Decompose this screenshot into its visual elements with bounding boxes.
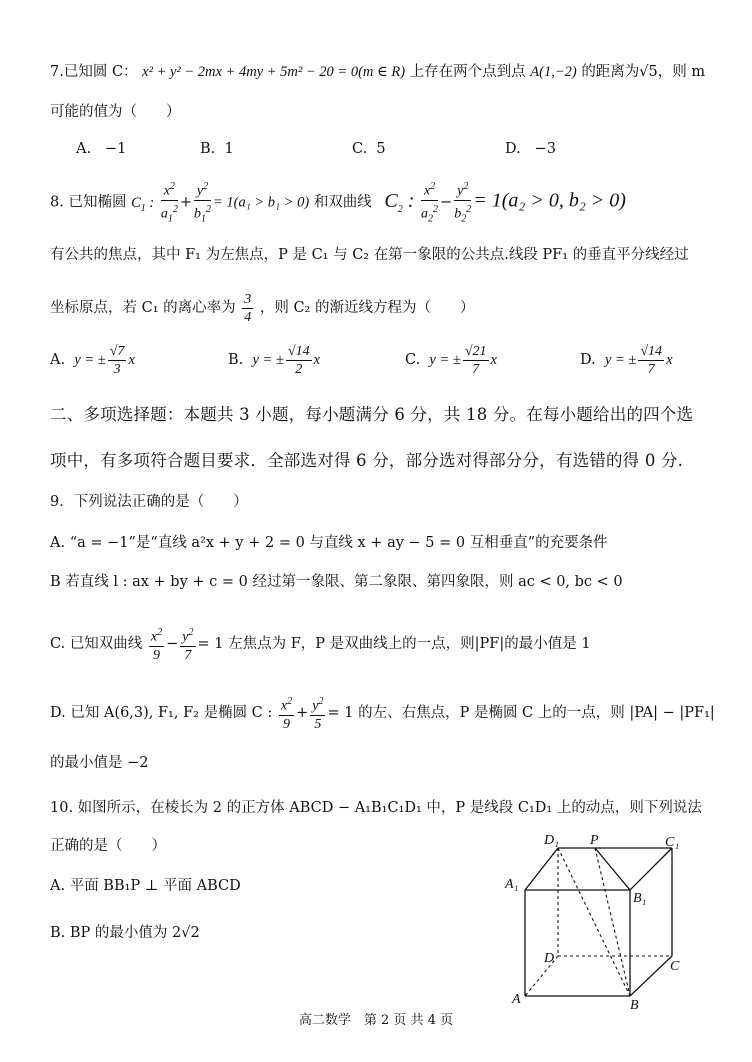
q8-line2: 有公共的焦点，其中 F₁ 为左焦点，P 是 C₁ 与 C₂ 在第一象限的公共点.线段 PF₁ 的垂直平分线经过 [50, 247, 689, 263]
q8-option-d-num: √14 [640, 343, 663, 359]
q8-option-b-den: 2 [295, 361, 303, 377]
q9-option-d-suffix: = 1 的左、右焦点，P 是椭圆 C 上的一点，则 |PA| − |PF₁| [327, 705, 715, 721]
q7-option-a-key: A. [76, 141, 92, 157]
q8-option-a-frac [108, 343, 127, 378]
q8-option-c-den: 7 [472, 361, 480, 377]
q8-ellipse-x-frac: $\frac{x^2}{a_1^2}$ [161, 178, 178, 227]
q7-option-d [505, 139, 556, 159]
q8-line3-suffix: ，则 C₂ 的渐近线方程为（ ） [259, 300, 475, 316]
q9-option-b: B 若直线 l : ax + by + c = 0 经过第一象限、第二象限、第四象限，则 ac < 0, bc < 0 [50, 574, 623, 590]
q9-option-c-prefix: C. 已知双曲线 [50, 636, 143, 652]
q7-option-b-value: 1 [224, 141, 234, 157]
q7-prefix: 7.已知圆 C： [50, 64, 138, 80]
q8-option-b-frac [286, 343, 312, 378]
q8-hyperbola-label: $C_2$ : [384, 189, 415, 215]
q7-option-c [352, 139, 386, 159]
q9-option-d-line2: 的最小值是 −2 [50, 755, 149, 771]
q10-line2: 正确的是（ ） [50, 838, 166, 854]
q8-option-d: D. y = ± $\frac{√14}{7}$ x [580, 343, 673, 377]
q9-hyperbola-x-frac: $\frac{x^2}{9}$ [149, 624, 164, 664]
segment-p-b1 [595, 848, 630, 890]
q8-option-b-key: B. [228, 352, 244, 368]
label-d: D [544, 951, 555, 966]
q7-line2: 可能的值为（ ） [50, 104, 181, 120]
q8-option-a-num: √7 [109, 343, 125, 359]
label-a1: A₁ [505, 877, 519, 892]
q7-option-d-key: D. [505, 141, 521, 157]
q7-option-d-value: −3 [534, 141, 556, 157]
q7-tail-text: 的距离为√5，则 m [581, 64, 706, 80]
q8-option-c-key: C. [405, 352, 421, 368]
q8-option-c-frac [463, 343, 489, 378]
q8-hyperbola-condition: (a₂ > 0, b₂ > 0) [501, 189, 626, 212]
q7-option-b-key: B. [200, 141, 216, 157]
label-b1: B₁ [633, 891, 647, 906]
q8-line3 [50, 288, 474, 328]
q8-and-hyperbola: 和双曲线 [313, 194, 372, 211]
q8-option-d-den: 7 [647, 361, 655, 377]
q8-option-c-num: √21 [464, 343, 487, 359]
q8-option-d-key: D. [580, 352, 596, 368]
q8-option-d-frac [638, 343, 664, 378]
label-c: C [670, 959, 680, 974]
label-p: P [590, 833, 599, 848]
q7-option-b [200, 139, 234, 159]
q9-ellipse-y-frac: $\frac{y^2}{5}$ [310, 693, 325, 733]
edge-d1-a1 [525, 848, 558, 890]
segment-d1-b [558, 848, 630, 996]
q10-line1: 10. 如图所示，在棱长为 2 的正方体 ABCD − A₁B₁C₁D₁ 中，P 是线段 C₁D₁ 上的动点，则下列说法 [50, 800, 702, 816]
q7-option-c-key: C. [352, 141, 368, 157]
q10-option-a: A. 平面 BB₁P ⊥ 平面 ABCD [50, 878, 241, 894]
q9-option-d-prefix: D. 已知 A(6,3), F₁, F₂ 是椭圆 C : [50, 705, 273, 721]
q8-lead: 8. 已知椭圆 [50, 194, 127, 211]
q8-line3-prefix: 坐标原点，若 C₁ 的离心率为 [50, 300, 236, 316]
q8-option-a: A. y = ± $\frac{√7}{3}$ x [50, 343, 135, 377]
q8-option-b-num: √14 [287, 343, 310, 359]
q10-option-b: B. BP 的最小值为 2√2 [50, 925, 200, 941]
q8-option-b: B. y = ± $\frac{√14}{2}$ x [228, 343, 321, 377]
label-c1: C₁ [665, 835, 680, 850]
q8-option-c: C. y = ± $\frac{√21}{7}$ x [405, 343, 497, 377]
q8-line1: 8. 已知椭圆 $C_1$ : $\frac{x^2}{a_1^2}$ + $\frac{y^2}{b_1^2}$ = 1(a₁ > b₁ > 0) 和双曲线 $C_2$ : $\frac{x^2}{a_2^2}$ − $\frac{y^2}{b_2^2}$ = 1(a₂ > 0, b₂ > 0) [50, 178, 626, 230]
q9-option-d: D. 已知 A(6,3), F₁, F₂ 是椭圆 C : $\frac{x^2}{9}$ + $\frac{y^2}{5}$ = 1 的左、右焦点，P 是椭圆 C 上的一点，则 |PA| − |PF₁| [50, 693, 715, 733]
cube-figure [500, 828, 690, 1013]
q8-option-a-key: A. [50, 352, 66, 368]
q8-hyperbola-y-frac: $\frac{y^2}{b_2^2}$ [454, 178, 471, 227]
q8-hyperbola-x-frac: $\frac{x^2}{a_2^2}$ [421, 178, 438, 227]
page-footer: 高二数学 第 2 页 共 4 页 [298, 1013, 454, 1028]
edge-b-c [630, 956, 672, 996]
q9-stem: 9．下列说法正确的是（ ） [50, 494, 248, 510]
q9-ellipse-x-frac: $\frac{x^2}{9}$ [279, 693, 294, 733]
q8-ellipse-condition: (a₁ > b₁ > 0) [233, 194, 310, 211]
q7-line1 [50, 62, 705, 82]
q8-eccentricity: $\frac{3}{4}$ [244, 291, 252, 325]
q9-hyperbola-y-frac: $\frac{y^2}{7}$ [180, 624, 195, 664]
edge-c1-b1 [630, 848, 672, 890]
q8-option-a-den: 3 [113, 361, 121, 377]
segment-p-b [595, 848, 630, 996]
q7-mid-text: 上存在两个点到点 [409, 64, 526, 80]
label-b: B [630, 998, 639, 1013]
q9-option-a: A. “a = −1”是“直线 a²x + y + 2 = 0 与直线 x + ay − 5 = 0 互相垂直”的充要条件 [50, 535, 608, 551]
q8-ellipse-y-frac: $\frac{y^2}{b_1^2}$ [194, 178, 211, 227]
label-a: A [512, 992, 521, 1007]
section2-line1: 二、多项选择题：本题共 3 小题，每小题满分 6 分，共 18 分。在每小题给出的四个选 [50, 405, 694, 424]
q9-option-c: C. 已知双曲线 $\frac{x^2}{9}$ − $\frac{y^2}{7}$ = 1 左焦点为 F，P 是双曲线上的一点，则|PF|的最小值是 1 [50, 624, 591, 664]
q9-option-c-suffix: = 1 左焦点为 F，P 是双曲线上的一点，则|PF|的最小值是 1 [197, 636, 591, 652]
q7-point-a: A(1,−2) [530, 64, 577, 80]
q7-option-a [76, 139, 126, 159]
q7-option-a-value: −1 [104, 141, 127, 157]
section2-line2: 项中，有多项符合题目要求．全部选对得 6 分，部分选对得部分分，有选错的得 0 分. [50, 451, 684, 470]
label-d1: D₁ [544, 833, 559, 848]
q7-option-c-value: 5 [376, 141, 386, 157]
q8-ellipse-label: $C_1$ : [131, 194, 155, 214]
q7-circle-equation: x² + y² − 2mx + 4my + 5m² − 20 = 0(m ∈ R) [142, 64, 406, 80]
